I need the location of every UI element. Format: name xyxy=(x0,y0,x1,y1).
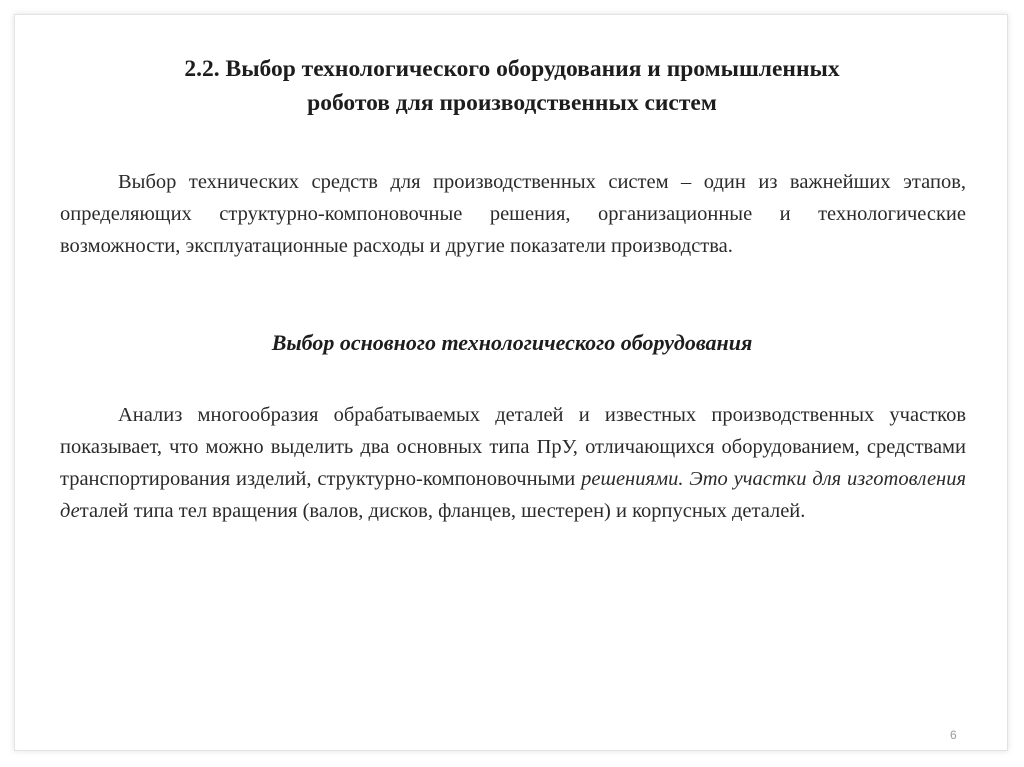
section-title xyxy=(56,52,968,120)
analysis-paragraph-italic-text: решениями. Это участки для изготовления де xyxy=(60,468,966,522)
analysis-paragraph-text: Анализ многообразия обрабатываемых деталей и известных производственных участков показывает, что можно выделить два основных типа ПрУ, отличающихся оборудованием, средствами транспортирования изделий, структурно-компоновочными xyxy=(60,404,966,490)
intro-paragraph: Выбор технических средств для производственных систем – один из важнейших этапов, определяющих структурно-компоновочные решения, организационные и технологические возможности, эксплуатационные расходы и другие показатели производства. xyxy=(60,171,966,257)
page-number: 6 xyxy=(950,728,957,742)
section-title-line-1: 2.2. Выбор технологического оборудования и промышленных xyxy=(184,56,840,82)
analysis-paragraph-end-text: талей типа тел вращения (валов, дисков, фланцев, шестерен) и корпусных деталей. xyxy=(79,500,806,522)
document-page xyxy=(56,52,968,527)
analysis-paragraph xyxy=(56,399,968,527)
section-title-line-2: роботов для производственных систем xyxy=(307,90,717,116)
subsection-heading: Выбор основного технологического оборудования xyxy=(271,330,753,355)
